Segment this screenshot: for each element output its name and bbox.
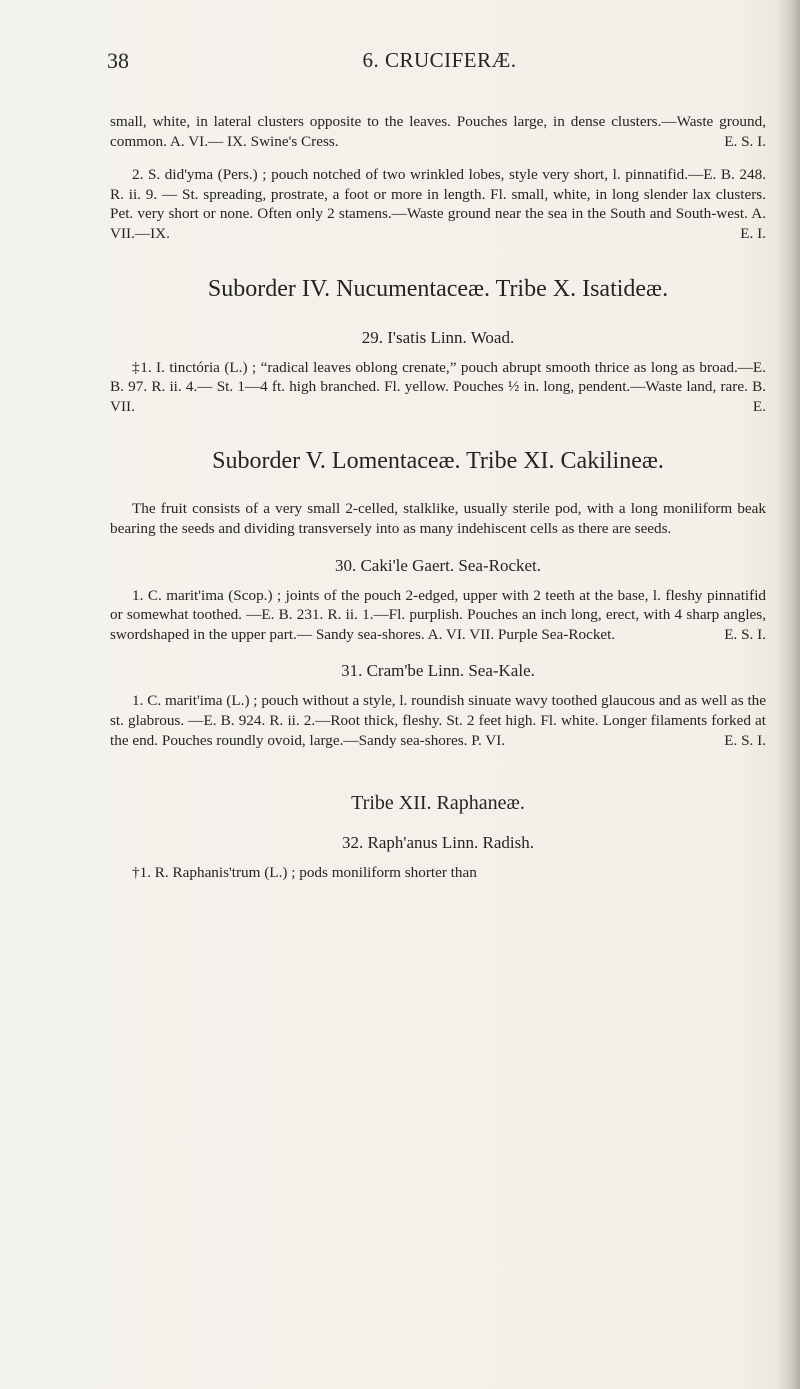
text-line: IX. Swine's Cress. [227,132,339,150]
species-entry-raphanus-raphanistrum [110,863,766,883]
text-line: with 2 teeth at the base, l. fleshy pinnatifid or somewhat toothed. [110,586,767,624]
text-line: seeds. [634,519,672,537]
page-body [110,112,766,883]
text-line: abrupt smooth thrice as long as broad.—E. B. 97. R. ii. 4.— [110,358,767,396]
text-line: ‡1. I. tinctória (L.) ; “radical leaves oblong crenate,” pouch [132,358,498,376]
distribution-marker: E. S. I. [724,132,766,150]
text-line: —E. B. 231. R. ii. 1.—Fl. purplish. Pouches an inch long, [246,606,602,624]
text-line: 1. C. marit'ima (Scop.) ; joints of the pouch 2-edged, upper [132,586,498,604]
distribution-marker: E. S. I. [724,731,766,749]
genus-heading-raphanus: 32. Raph'anus Linn. Radish. [342,833,534,853]
text-line: erect, with 4 sharp angles, swordshaped in the upper part.— [110,606,767,643]
page-header [107,48,772,78]
text-line: —E. B. 924. R. ii. 2.—Root thick, fleshy. St. 2 feet high. [188,711,537,729]
text-line: small, white, in lateral clusters opposite to the leaves. Pouches [110,113,508,130]
text-line: roundly ovoid, large.—Sandy sea-shores. P. VI. [216,731,506,749]
genus-heading-isatis: 29. I'satis Linn. Woad. [361,327,515,347]
species-entry-sinapis-didyma [110,165,766,243]
suborder-heading-iv: Suborder IV. Nucumentaceæ. Tribe X. Isatideæ. [207,275,669,302]
text-line: sterile pod, with a long moniliform beak bearing the seeds and [110,500,766,537]
text-line: 2. S. did'yma (Pers.) ; pouch notched of two wrinkled lobes, [132,166,505,184]
text-line: style very short, l. pinnatifid.—E. B. 248. R. ii. 9. — St. [110,166,766,203]
text-line: Fl. white. Longer filaments forked at the end. Pouches [110,711,767,749]
genus-heading-cakile: 30. Caki'le Gaert. Sea-Rocket. [334,555,542,575]
suborder-heading-v: Suborder V. Lomentaceæ. Tribe XI. Cakilineæ. [212,448,664,475]
text-line: †1. R. Raphanis'trum (L.) ; pods moniliform shorter than [132,864,477,882]
page-edge-shadow [778,0,800,1389]
running-head: 6. CRUCIFERÆ. [362,48,517,72]
paragraph-continuation [110,112,766,151]
text-line: 1. C. marit'ima (L.) ; pouch without a style, l. roundish [132,692,465,710]
text-line: sinuate wavy toothed glaucous and as well as the st. glabrous. [110,692,766,729]
species-entry-cakile-maritima [110,586,766,645]
text-line: large, in dense clusters.—Waste ground, common. A. VI.— [110,113,766,150]
suborder-description [110,499,766,538]
distribution-marker: E. S. I. [724,625,766,643]
text-line: in long slender lax clusters. Pet. very short or none. Often [110,185,766,223]
text-line: pendent.—Waste land, rare. B. VII. [110,378,767,415]
distribution-marker: E. I. [740,224,766,242]
species-entry-crambe-maritima [110,691,766,750]
text-line: St. 1—4 ft. high branched. Fl. yellow. Pouches ½ in. long, [216,378,575,396]
text-line: only 2 stamens.—Waste ground near the sea in the South and [296,205,672,223]
text-line: dividing transversely into as many indehiscent cells as there are [244,519,631,537]
text-line: Sandy sea-shores. A. VI. VII. Purple Sea-Rocket. [315,625,616,643]
text-line: spreading, prostrate, a foot or more in length. Fl. small, white, [203,185,591,203]
tribe-heading-xii: Tribe XII. Raphaneæ. [351,792,525,815]
distribution-marker: E. [752,397,766,415]
text-line: South-west. A. VII.—IX. [110,205,766,242]
genus-heading-crambe: 31. Cram'be Linn. Sea-Kale. [341,661,535,681]
text-line: The fruit consists of a very small 2-celled, stalklike, usually [132,500,508,518]
species-entry-isatis-tinctoria [110,358,766,417]
page-number: 38 [107,48,129,73]
